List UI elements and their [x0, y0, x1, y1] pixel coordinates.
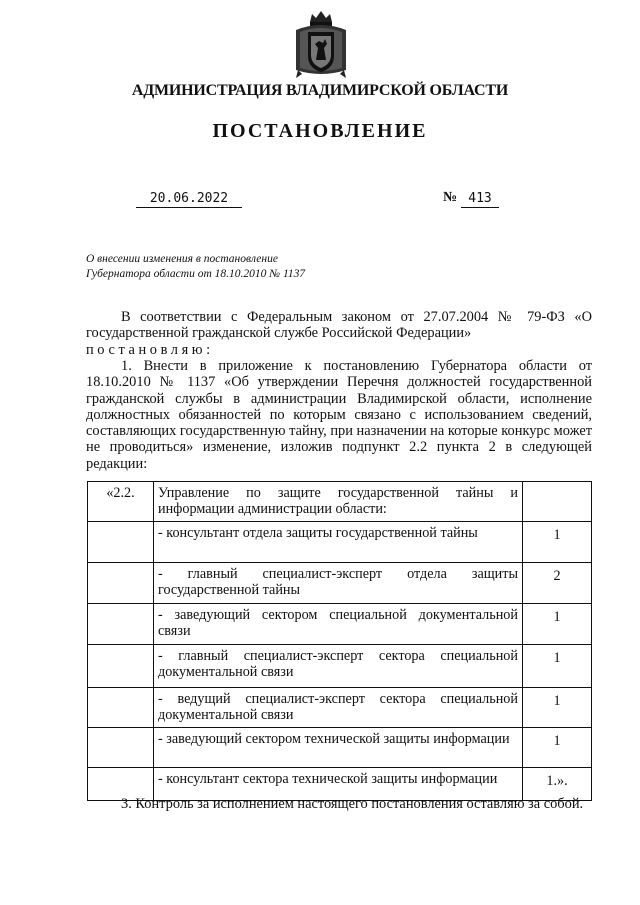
row-number [88, 563, 154, 604]
row-number [88, 604, 154, 645]
table-row [88, 522, 592, 563]
position-count: 1 [523, 645, 592, 688]
position-title: - ведущий специалист-эксперт сектора специальной документальной связи [154, 688, 523, 728]
item-3-paragraph: 3. Контроль за исполнением настоящего постановления оставляю за собой. [121, 796, 584, 812]
positions-table [87, 481, 592, 801]
table-row [88, 645, 592, 688]
position-title: - заведующий сектором технической защиты информации [154, 728, 523, 768]
table-row [88, 688, 592, 728]
row-number [88, 688, 154, 728]
position-count: 1 [523, 522, 592, 563]
table-row [88, 728, 592, 768]
document-date: 20.06.2022 [136, 191, 242, 208]
position-title: Управление по защите государственной тайны и информации администрации области: [154, 482, 523, 522]
row-number [88, 522, 154, 563]
position-count: 1 [523, 604, 592, 645]
position-title: - главный специалист-эксперт отдела защиты государственной тайны [154, 563, 523, 604]
subject-line-1: О внесении изменения в постановление [86, 253, 278, 265]
table-row [88, 604, 592, 645]
position-title: - консультант сектора технической защиты информации [154, 768, 523, 801]
table-row [88, 563, 592, 604]
document-number: 413 [461, 191, 499, 208]
position-count: 1 [523, 688, 592, 728]
row-number [88, 728, 154, 768]
position-count: 2 [523, 563, 592, 604]
subject-line-2: Губернатора области от 18.10.2010 № 1137 [86, 268, 306, 280]
document-subject [86, 252, 305, 282]
document-type: ПОСТАНОВЛЕНИЕ [212, 120, 428, 142]
position-count: 1.». [523, 768, 592, 801]
position-count: 1 [523, 728, 592, 768]
position-title: - заведующий сектором специальной документальной связи [154, 604, 523, 645]
position-title: - консультант отдела защиты государственной тайны [154, 522, 523, 563]
organization-name: АДМИНИСТРАЦИЯ ВЛАДИМИРСКОЙ ОБЛАСТИ [131, 82, 509, 99]
table-row [88, 482, 592, 522]
number-label: № [443, 190, 458, 205]
preamble-paragraph: В соответствии с Федеральным законом от 27.07.2004 № 79-ФЗ «О государственной гражданской службе Российской Федерации» [86, 309, 592, 342]
coat-of-arms-icon [292, 8, 350, 80]
row-number [88, 645, 154, 688]
item-1-paragraph: 1. Внести в приложение к постановлению Губернатора области от 18.10.2010 № 1137 «Об утверждении Перечня должностей государственной гражданской службы в администрации Владимирской области, исполнение должностных обязанностей по которым связано с использованием сведений, составляющих государственную тайну, при назначении на которые конкурс может не проводиться» изменение, изложив подпункт 2.2 пункта 2 в следующей редакции: [86, 358, 592, 472]
row-number: «2.2. [88, 482, 154, 522]
resolve-word: постановляю: [86, 342, 214, 358]
position-count [523, 482, 592, 522]
position-title: - главный специалист-эксперт сектора специальной документальной связи [154, 645, 523, 688]
